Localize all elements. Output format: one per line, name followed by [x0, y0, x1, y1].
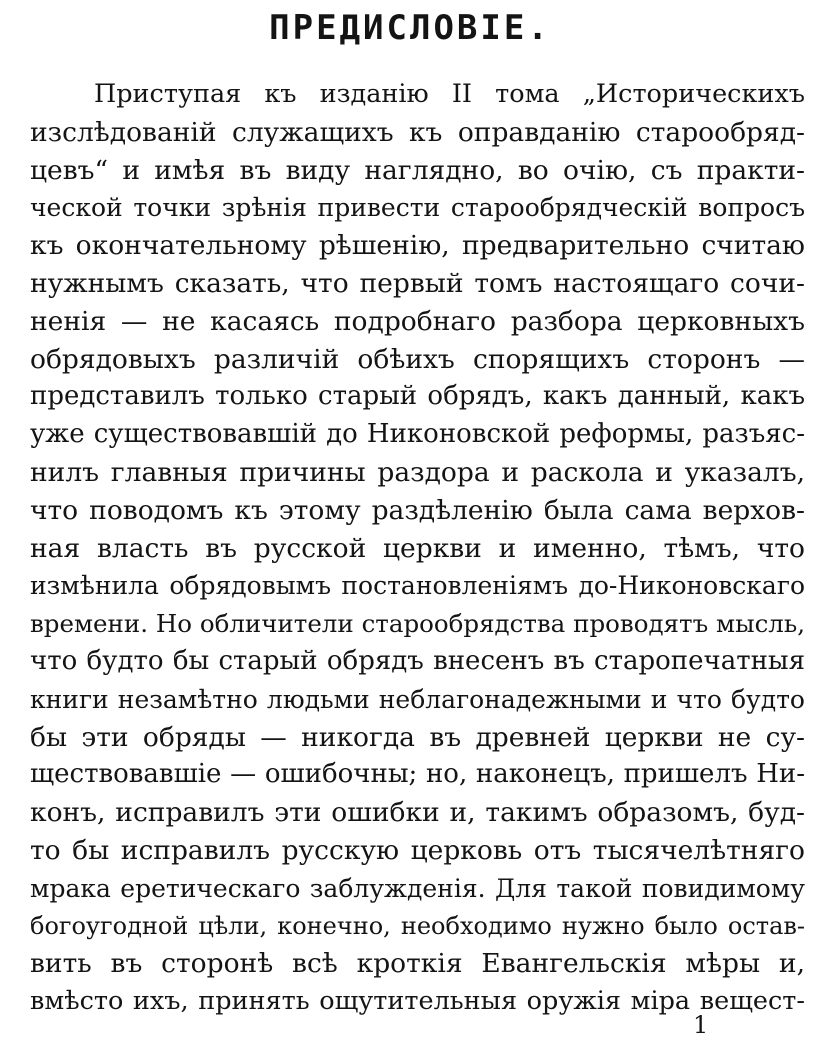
text-line: бы эти обряды — никогда въ древней церкви не су- — [30, 721, 805, 753]
text-line: уже существовавшій до Никоновской реформы, разъяс- — [30, 419, 805, 450]
page-title: ПРЕДИСЛОВІЕ. — [269, 8, 551, 48]
text-line: ществовавшіе — ошибочны; но, наконецъ, пришелъ Ни- — [30, 759, 805, 790]
text-line: представилъ только старый обрядъ, какъ данный, какъ — [30, 381, 805, 412]
text-line: вмѣсто ихъ, принять ощутительныя оружія міра вещест- — [30, 986, 805, 1017]
text-line: ненія — не касаясь подробнаго разбора церковныхъ — [30, 305, 805, 337]
text-line: нилъ главныя причины раздора и раскола и указалъ, — [30, 456, 805, 488]
text-line: ческой точки зрѣнія привести старообрядческій вопросъ — [30, 193, 805, 223]
text-line: измѣнила обрядовымъ постановленіямъ до-Никоновскаго — [30, 571, 805, 601]
text-line: изслѣдованій служащихъ къ оправданію старообряд- — [30, 116, 805, 148]
text-line: Приступая къ изданію II тома „Историческихъ — [94, 79, 805, 109]
text-line: вить въ сторонѣ всѣ кроткія Евангельскія мѣры и, — [30, 948, 805, 980]
page-number: 1 — [693, 1011, 709, 1039]
text-line: обрядовыхъ различій обѣихъ спорящихъ сторонъ — — [30, 343, 805, 375]
preface-text — [30, 76, 805, 1021]
text-line: книги незамѣтно людьми неблагонадежными и что будто — [30, 684, 805, 714]
text-line: къ окончательному рѣшенію, предварительно считаю — [30, 230, 805, 262]
text-line: времени. Но обличители старообрядства проводятъ мысль, — [30, 609, 805, 639]
text-line: мрака еретическаго заблужденія. Для такой повидимому — [30, 873, 805, 903]
text-line: что поводомъ къ этому раздѣленію была сама верхов- — [30, 494, 805, 526]
text-line: ная власть въ русской церкви и именно, тѣмъ, что — [30, 532, 805, 564]
text-line: конъ, исправилъ эти ошибки и, такимъ образомъ, буд- — [30, 797, 805, 829]
text-line: богоугодной цѣли, конечно, необходимо нужно было остав- — [30, 911, 805, 940]
text-line: что будто бы старый обрядъ внесенъ въ старопечатныя — [30, 645, 805, 676]
text-line: цевъ“ и имѣя въ виду наглядно, во очію, съ практи- — [30, 154, 805, 186]
text-line: нужнымъ сказать, что первый томъ настоящаго сочи- — [30, 267, 805, 299]
text-line: то бы исправилъ русскую церковь отъ тысячелѣтняго — [30, 834, 805, 866]
